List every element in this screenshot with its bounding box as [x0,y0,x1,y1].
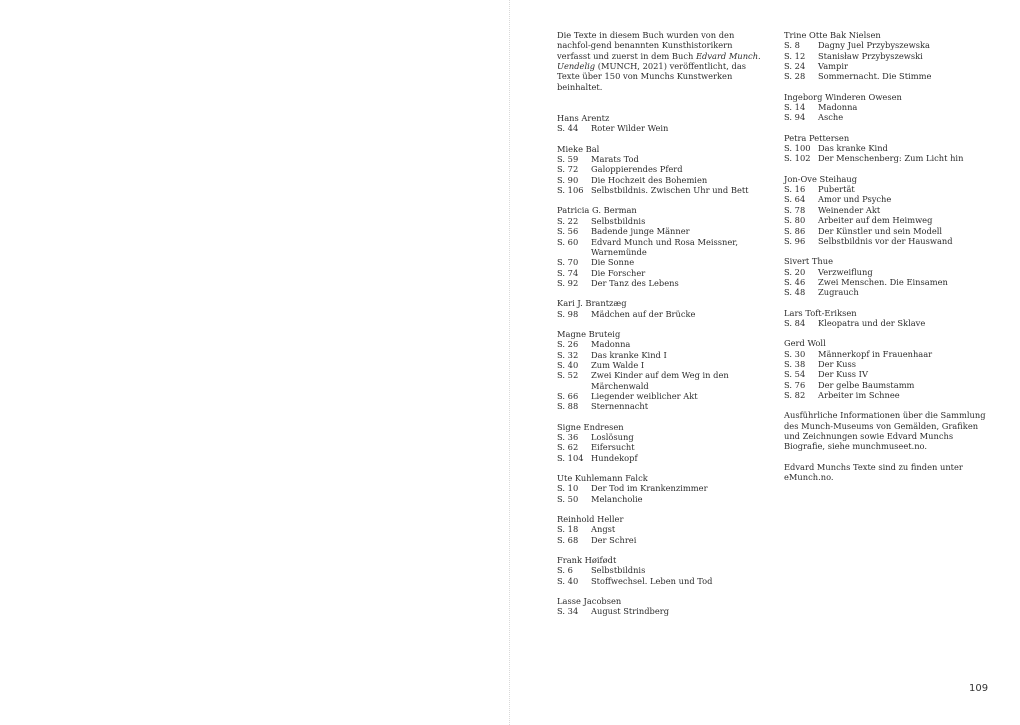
entry-title: Der Künstler und sein Modell [818,225,943,236]
entry-page: S. 88 [557,401,579,412]
left-column [557,30,762,627]
artwork-entry [557,401,762,411]
artwork-entry [784,40,989,50]
artwork-entry [557,123,762,133]
page-gutter [509,0,510,725]
intro-text-2: (MUNCH, 2021) veröffentlicht, das Texte über 150 von Munchs Kunstwerken beinhaltet. [557,61,747,92]
entry-page: S. 92 [557,277,579,288]
entry-title: Marats Tod [591,154,639,165]
entry-title: Die Sonne [591,257,635,268]
entry-title: Verzweiflung [818,266,873,277]
artwork-entry [557,154,762,164]
entry-page: S. 8 [784,40,800,51]
entry-page: S. 60 [557,236,579,247]
author-group [557,329,762,412]
entry-page: S. 70 [557,257,579,268]
author-group [557,422,762,463]
artwork-entry [784,318,989,328]
entry-title: Selbstbildnis [591,565,646,576]
entry-page: S. 104 [557,452,584,463]
entry-title: Der gelbe Baumstamm [818,379,915,390]
author-group [557,596,762,617]
artwork-entry [784,184,989,194]
author-group [557,113,762,134]
artwork-entry [784,287,989,297]
entry-page: S. 36 [557,432,579,442]
entry-page: S. 102 [784,153,811,164]
entry-page: S. 38 [784,358,806,369]
entry-title: Edvard Munch und Rosa Meissner, Warnemünde [591,236,738,257]
entry-title: Weinender Akt [818,204,881,215]
entry-title: Sternennacht [591,401,649,412]
entry-page: S. 22 [557,215,579,226]
entry-title: Die Forscher [591,267,646,278]
entry-page: S. 10 [557,483,579,494]
entry-page: S. 100 [784,143,811,154]
entry-page: S. 72 [557,164,579,175]
entry-page: S. 62 [557,442,579,453]
right-author-list [784,30,989,400]
author-group [784,338,989,400]
entry-title: Arbeiter auf dem Heimweg [818,215,933,226]
artwork-entry [557,576,762,586]
entry-title: Der Schrei [591,534,637,545]
artwork-entry [557,494,762,504]
entry-title: Der Kuss IV [818,369,868,380]
author-group [557,473,762,504]
left-author-list [557,113,762,617]
entry-page: S. 32 [557,349,579,360]
author-name: Sivert Thue [784,256,834,267]
author-name: Mieke Bal [557,143,600,154]
entry-page: S. 14 [784,102,806,113]
entry-page: S. 86 [784,225,806,236]
intro-book-title: Edvard Munch. Uendelig [557,50,761,72]
entry-page: S. 16 [784,184,806,195]
note-munchmuseet: Ausführliche Informationen über die Sammlung des Munch-Museums von Gemälden, Grafiken und Zeichnungen sowie Edvard Munchs Biografie, siehe munchmuseet.no. [784,410,986,452]
entry-page: S. 30 [784,348,806,359]
artwork-entry [557,391,762,401]
author-name: Lasse Jacobsen [557,596,622,607]
entry-page: S. 94 [784,112,806,123]
note-emunch: Edvard Munchs Texte sind zu finden unter eMunch.no. [784,461,963,483]
artwork-entry [557,442,762,452]
entry-title: August Strindberg [591,606,670,617]
author-name: Gerd Woll [784,338,826,349]
entry-title: Loslösung [591,432,634,442]
artwork-entry [557,278,762,288]
entry-title: Amor und Psyche [818,194,892,205]
artwork-entry [784,369,989,379]
author-name: Patricia G. Berman [557,205,637,216]
entry-title: Arbeiter im Schnee [818,389,900,400]
author-name: Ingeborg Winderen Owesen [784,91,902,102]
entry-title: Vampir [818,61,848,72]
entry-title: Selbstbildnis [591,215,646,226]
author-group [784,92,989,123]
artwork-entry [784,267,989,277]
entry-page: S. 28 [784,71,806,82]
entry-page: S. 78 [784,204,806,215]
entry-page: S. 18 [557,524,579,535]
entry-title: Der Tanz des Lebens [591,277,679,288]
artwork-entry [784,61,989,71]
artwork-entry [784,359,989,369]
entry-page: S. 84 [784,317,806,328]
entry-page: S. 90 [557,174,579,185]
intro-text-1: Die Texte in diesem Buch wurden von den nachfol-gend benannten Kunsthistorikern verfasst und zuerst in dem Buch [557,30,735,61]
entry-page: S. 64 [784,194,806,205]
page-number: 109 [969,683,989,694]
entry-page: S. 46 [784,276,806,287]
entry-page: S. 59 [557,154,579,165]
entry-page: S. 40 [557,575,579,586]
artwork-entry [557,175,762,185]
artwork-entry [784,71,989,81]
entry-title: Badende junge Männer [591,226,690,237]
entry-title: Zwei Menschen. Die Einsamen [818,276,948,287]
artwork-entry [784,205,989,215]
artwork-entry [784,390,989,400]
artwork-entry [557,360,762,370]
entry-page: S. 12 [784,50,806,61]
artwork-entry [784,215,989,225]
artwork-entry [557,339,762,349]
artwork-entry [784,349,989,359]
author-name: Ute Kuhlemann Falck [557,473,648,484]
entry-title: Madonna [818,102,858,113]
entry-page: S. 96 [784,235,806,246]
entry-title: Zugrauch [818,287,859,298]
entry-title: Eifersucht [591,442,635,453]
entry-title: Roter Wilder Wein [591,123,669,134]
author-name: Signe Endresen [557,421,624,432]
entry-page: S. 106 [557,185,584,196]
entry-page: S. 24 [784,61,806,72]
author-group [784,256,989,297]
artwork-entry [784,51,989,61]
artwork-entry [557,257,762,267]
author-name: Frank Høifødt [557,555,617,566]
artwork-entry [557,350,762,360]
entry-page: S. 34 [557,606,579,617]
entry-page: S. 68 [557,534,579,545]
artwork-entry [557,524,762,534]
entry-page: S. 74 [557,267,579,278]
entry-title: Pubertät [818,184,855,195]
entry-title: Männerkopf in Frauenhaar [818,348,933,359]
entry-title: Madonna [591,339,631,350]
entry-title: Angst [591,524,616,535]
artwork-entry [557,483,762,493]
entry-title: Hundekopf [591,452,638,463]
entry-page: S. 50 [557,493,579,504]
artwork-entry [784,153,989,163]
entry-title: Zwei Kinder auf dem Weg in den Märchenwald [591,370,729,391]
author-name: Reinhold Heller [557,514,624,525]
artwork-entry [557,237,762,258]
author-group [557,298,762,319]
artwork-entry [557,565,762,575]
author-group [784,30,989,82]
author-name: Lars Toft-Eriksen [784,307,857,318]
entry-page: S. 54 [784,369,806,380]
author-name: Kari J. Brantzæg [557,298,627,309]
artwork-entry [557,226,762,236]
entry-title: Das kranke Kind [818,143,888,154]
artwork-entry [784,194,989,204]
right-column [784,30,989,492]
entry-title: Der Menschenberg: Zum Licht hin [818,153,964,164]
author-group [557,555,762,586]
author-name: Hans Arentz [557,113,610,124]
entry-page: S. 52 [557,370,579,381]
entry-page: S. 26 [557,339,579,350]
author-group [557,514,762,545]
author-group [784,174,989,246]
artwork-entry [557,185,762,195]
entry-page: S. 6 [557,565,573,576]
artwork-entry [557,453,762,463]
artwork-entry [784,236,989,246]
entry-title: Selbstbildnis vor der Hauswand [818,235,953,246]
artwork-entry [557,535,762,545]
entry-title: Galoppierendes Pferd [591,164,683,175]
entry-page: S. 80 [784,215,806,226]
entry-page: S. 82 [784,389,806,400]
entry-title: Selbstbildnis. Zwischen Uhr und Bett [591,185,749,196]
author-group [784,133,989,164]
entry-title: Zum Walde I [591,359,645,370]
entry-page: S. 66 [557,390,579,401]
entry-title: Sommernacht. Die Stimme [818,71,932,82]
author-group [784,308,989,329]
entry-title: Mädchen auf der Brücke [591,308,696,319]
intro-paragraph [557,30,762,92]
artwork-entry [784,226,989,236]
artwork-entry [557,216,762,226]
artwork-entry [557,268,762,278]
entry-title: Stoffwechsel. Leben und Tod [591,575,713,586]
entry-title: Der Kuss [818,358,857,369]
artwork-entry [784,143,989,153]
author-group [557,205,762,288]
entry-title: Stanisław Przybyszewski [818,50,923,61]
entry-page: S. 76 [784,379,806,390]
entry-title: Liegender weiblicher Akt [591,390,698,401]
entry-title: Kleopatra und der Sklave [818,317,926,328]
entry-page: S. 48 [784,287,806,298]
artwork-entry [557,309,762,319]
artwork-entry [784,102,989,112]
author-name: Petra Pettersen [784,132,850,143]
artwork-entry [557,432,762,442]
artwork-entry [784,277,989,287]
entry-title: Die Hochzeit des Bohemien [591,174,708,185]
entry-page: S. 56 [557,226,579,237]
entry-title: Asche [818,112,844,123]
artwork-entry [557,606,762,616]
entry-page: S. 44 [557,123,579,134]
entry-title: Der Tod im Krankenzimmer [591,483,708,494]
author-group [557,144,762,196]
entry-page: S. 20 [784,266,806,277]
entry-title: Dagny Juel Przybyszewska [818,40,930,51]
entry-title: Melancholie [591,493,643,504]
author-name: Trine Otte Bak Nielsen [784,30,881,40]
artwork-entry [557,164,762,174]
artwork-entry [557,370,762,391]
entry-title: Das kranke Kind I [591,349,667,360]
artwork-entry [784,380,989,390]
entry-page: S. 40 [557,359,579,370]
entry-page: S. 98 [557,308,579,319]
artwork-entry [784,112,989,122]
author-name: Jon-Ove Steihaug [784,173,858,184]
author-name: Magne Bruteig [557,328,621,339]
